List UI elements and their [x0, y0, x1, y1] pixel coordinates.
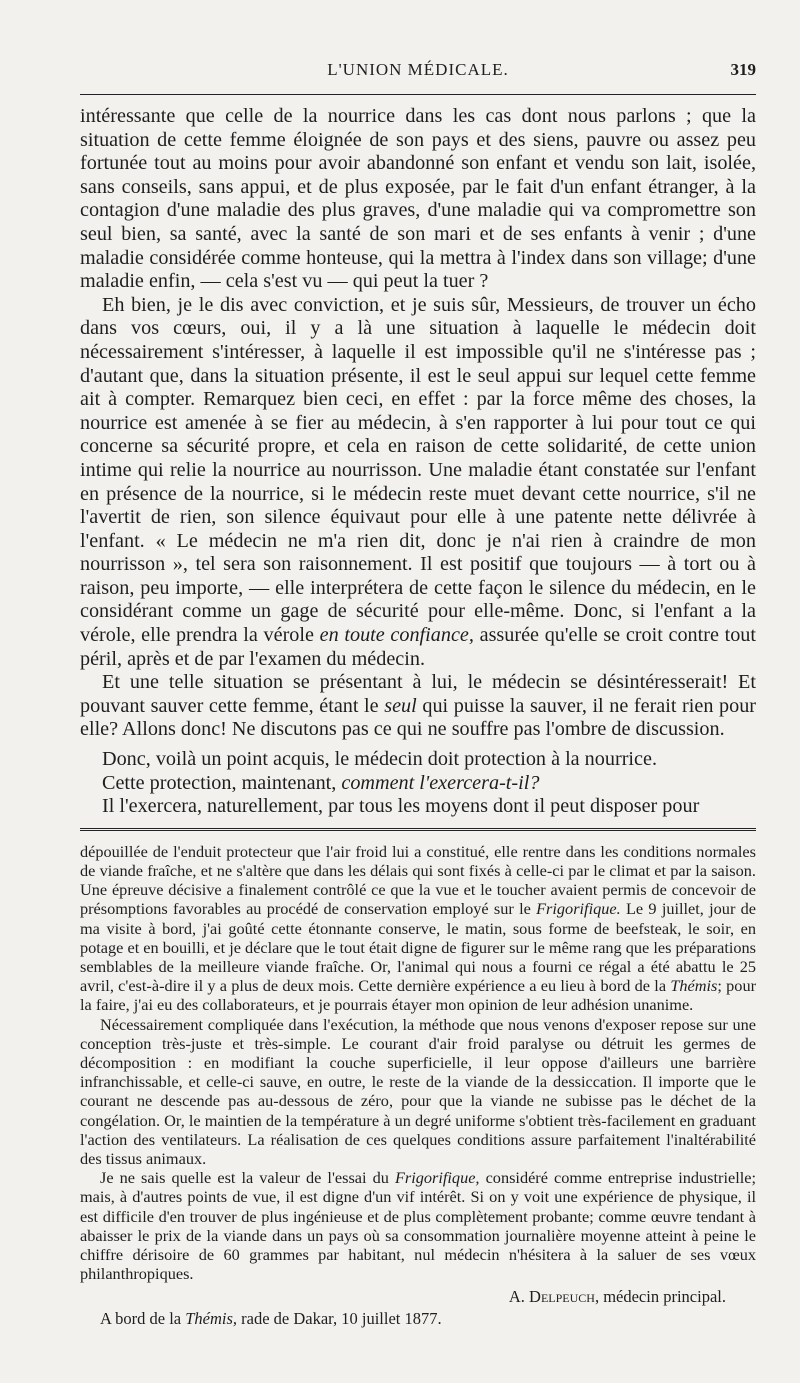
note-1-text-a: dépouillée de l'enduit protecteur que l'air froid lui a constitué, elle rentre dans les conditions normales de viande fraîche, et ne s'altère que dans les délais qui sont fixés à celle-ci par le climat et par la saison. Une épreuve décisive a finalement contrôlé ce que la vue et le toucher avaient permis de concevoir de présomptions favorables au procédé de conservation employé sur le: [80, 841, 756, 919]
paragraph-3: [80, 671, 756, 742]
paragraph-2-italic: en toute confiance,: [319, 624, 474, 647]
paragraph-2: [80, 294, 756, 672]
paragraph-2-end: assurée qu'elle se croit contre tout péril, après et de par l'examen du médecin.: [80, 624, 756, 670]
paragraph-5-text: Cette protection, maintenant,: [102, 771, 337, 794]
running-title: L'UNION MÉDICALE.: [327, 60, 509, 79]
paragraph-5: [80, 772, 756, 796]
signature-title: , médecin principal.: [594, 1287, 726, 1307]
footnote-rule: [80, 828, 756, 834]
dateline-text-a: A bord de la: [100, 1309, 182, 1329]
signature: [80, 1287, 756, 1307]
signature-name: Delpeuch: [529, 1287, 595, 1307]
dateline-text-b: rade de Dakar, 10 juillet 1877.: [241, 1309, 442, 1329]
page-number: 319: [730, 60, 756, 79]
paragraph-6: Il l'exercera, naturellement, par tous les moyens dont il peut disposer pour: [102, 795, 700, 818]
note-3-italic: Frigorifique,: [394, 1168, 480, 1188]
note-1-text-b: Le 9 juillet, jour de ma visite à bord, j'ai goûté cette étonnante conserve, le matin, sous forme de beefsteak, le soir, en potage et en bouilli, et je déclare que le tout était digne de figurer sur le même rang que les préparations semblables de la meilleure viande fraîche. Or, l'animal qui nous a fourni ce régal a été abattu le 25 avril, c'est-à-dire il y a plus de deux mois. Cette dernière expérience a eu lieu à bord de la: [80, 899, 756, 996]
header-rule: [80, 94, 756, 95]
note-paragraph-1: [80, 842, 756, 1015]
dateline-italic: Thémis,: [185, 1309, 238, 1329]
note-3-text-b: considéré comme entreprise industrielle; mais, à d'autres points de vue, il est digne d'un vif intérêt. Si on y voit une expérience de physique, il est difficile d'en trouver de plus ingénieuse et de plus complètement probante; comme œuvre tendant à abaisser le prix de la viande dans un pays où sa consommation journalière moyenne atteint à peine le chiffre dérisoire de 60 grammes par habitant, nul médecin n'hésitera à la saluer de ses vœux philanthropiques.: [80, 1168, 756, 1284]
footnote-text: [80, 842, 756, 1330]
note-1-italic-1: Frigorifique.: [536, 899, 621, 919]
note-paragraph-2: Nécessairement compliquée dans l'exécution, la méthode que nous venons d'exposer repose sur une conception très-juste et très-simple. Le courant d'air froid paralyse ou détruit les germes de décomposition : en modifiant la couche superficielle, il leur oppose d'ailleurs une barrière infranchissable, et celle-ci sauve, en outre, le reste de la viande de la dessiccation. Il importe que le courant ne descende pas au-dessous de zéro, pour que la viande ne subisse pas le déchet de la congélation. Or, le maintien de la température à un degré uniforme s'obtient très-facilement en graduant l'action des ventilateurs. La réalisation de ces quelques conditions assure parfaitement l'inaltérabilité des tissus animaux.: [80, 1014, 756, 1169]
note-1-text-c: ; pour la faire, j'ai eu des collaborateurs, et je pourrais étayer mon opinion de leur adhésion unanime.: [80, 976, 757, 1015]
paragraph-1: intéressante que celle de la nourrice dans les cas dont nous parlons ; que la situation de cette femme éloignée de son pays et des siens, pauvre ou assez peu fortunée tout au moins pour avoir abandonné son enfant et vendu son lait, isolée, sans conseils, sans appui, et de plus exposée, par le fait d'un enfant étranger, à la contagion d'une maladie des plus graves, d'une maladie qui va compromettre son seul bien, sa santé, avec la santé de son mari et de ses enfants à venir ; d'une maladie considérée comme honteuse, qui la mettra à l'index dans son village; d'une maladie enfin, — cela s'est vu — qui peut la tuer ?: [80, 105, 756, 293]
main-text: [80, 105, 756, 819]
paragraph-3-italic: seul: [384, 694, 417, 717]
paragraph-5-italic: comment l'exercera-t-il?: [341, 771, 540, 794]
dateline: [80, 1309, 756, 1329]
paragraph-3-text-a: Et une telle situation se présentant à lui, le médecin se désintéresserait! Et pouvant sauver cette femme, étant le: [80, 671, 756, 717]
page-header: [80, 58, 756, 90]
document-page: [0, 58, 800, 1383]
paragraph-2-text: Eh bien, je le dis avec conviction, et je suis sûr, Messieurs, de trouver un écho dans vos cœurs, oui, il y a là une situation à laquelle le médecin doit nécessairement s'intéresser, à laquelle il est impossible qu'il ne s'intéresse pas ; d'autant que, dans la situation présente, il est le seul appui sur lequel cette femme ait à compter. Remarquez bien ceci, en effet : par la force même des choses, la nourrice est amenée à se fier au médecin, à s'en rapporter à lui pour tout ce qui concerne sa sécurité propre, et cela en raison de cette solidarité, de cette union intime qui relie la nourrice au nourrisson. Une maladie étant constatée sur l'enfant en présence de la nourrice, si le médecin reste muet devant cette nourrice, s'il ne l'avertit de rien, son silence équivaut pour elle à une patente nette délivrée à l'enfant. « Le médecin ne m'a rien dit, donc je n'ai rien à craindre de mon nourrisson », tel sera son raisonnement. Il est positif que toujours — à tort ou à raison, peu importe, — elle interprétera de cette façon le silence du médecin, en le considérant comme un gage de sécurité pour elle-même. Donc, si l'enfant a la vérole, elle prendra la vérole: [80, 293, 756, 647]
paragraph-4: Donc, voilà un point acquis, le médecin doit protection à la nourrice.: [102, 748, 657, 771]
paragraph-3-text-b: qui puisse la sauver, il ne ferait rien pour elle? Allons donc! Ne discutons pas ce qui ne souffre pas l'ombre de discussion.: [80, 694, 757, 741]
note-paragraph-3: [80, 1168, 756, 1283]
signature-initial: A.: [508, 1287, 525, 1307]
note-1-italic-2: Thémis: [670, 976, 718, 996]
note-3-text-a: Je ne sais quelle est la valeur de l'essai du: [100, 1168, 389, 1188]
